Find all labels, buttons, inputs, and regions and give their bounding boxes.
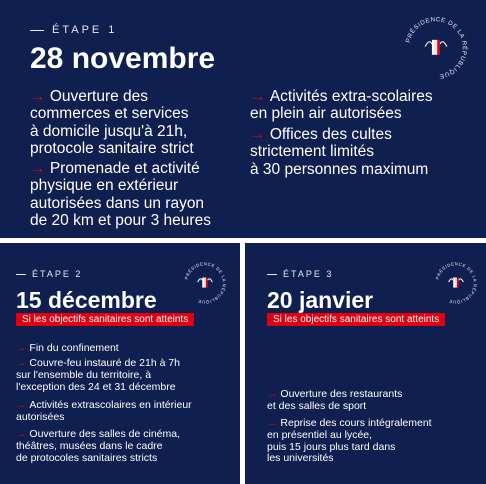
list-item — [16, 429, 180, 464]
item-line — [250, 161, 428, 178]
item-line — [30, 105, 194, 122]
svg-text:PRÉSIDENCE DE LA RÉPUBLIQUE: PRÉSIDENCE DE LA RÉPUBLIQUE — [183, 261, 227, 305]
arrow-right-icon: → — [16, 357, 30, 369]
arrow-right-icon: → — [30, 88, 50, 105]
item-line — [250, 126, 428, 143]
arrow-right-icon: → — [16, 342, 30, 354]
item-text: Ouverture des salles de cinéma, — [29, 428, 180, 440]
item-line — [30, 212, 211, 229]
step-1-panel — [0, 0, 486, 238]
list-item — [30, 160, 211, 229]
svg-text:PRÉSIDENCE DE LA RÉPUBLIQUE: PRÉSIDENCE DE LA RÉPUBLIQUE — [434, 261, 478, 305]
elysee-seal-icon — [402, 14, 470, 82]
item-text: en plein air autorisées — [250, 105, 402, 123]
list-item — [267, 418, 432, 465]
step-3-panel — [245, 243, 486, 484]
item-text: Ouverture des — [49, 88, 149, 105]
item-text: physique en extérieur — [30, 177, 179, 195]
item-line — [250, 88, 433, 105]
item-text: sur l'ensemble du territoire, à — [16, 368, 152, 381]
condition-badge: Si les objectifs sanitaires sont atteints — [16, 313, 194, 326]
emblem-icon — [198, 277, 213, 287]
item-text: et des salles de sport — [267, 399, 367, 412]
stage-text: ÉTAPE 1 — [52, 24, 118, 36]
arrow-right-icon: → — [16, 399, 30, 411]
arrow-right-icon: → — [267, 388, 281, 400]
list-item — [16, 400, 192, 424]
arrow-right-icon: → — [250, 88, 270, 105]
list-item — [16, 358, 180, 393]
item-text: les universités — [267, 452, 334, 465]
item-line — [250, 143, 428, 160]
item-text: autorisées — [16, 410, 65, 423]
arrow-right-icon: → — [250, 126, 270, 143]
item-text: strictement limités — [250, 143, 375, 161]
item-line — [30, 123, 194, 140]
item-text: puis 15 jours plus tard dans — [267, 440, 396, 453]
item-text: de protocoles sanitaires stricts — [16, 451, 158, 464]
item-text: Activités extra-scolaires — [269, 88, 433, 105]
seal-svg — [402, 14, 470, 82]
item-text: Reprise des cours intégralement — [280, 417, 432, 429]
svg-text:PRÉSIDENCE DE LA RÉPUBLIQUE: PRÉSIDENCE DE LA RÉPUBLIQUE — [404, 16, 468, 80]
elysee-seal-icon — [433, 260, 479, 306]
seal-svg — [182, 260, 228, 306]
arrow-right-icon: → — [267, 417, 281, 429]
item-text: Activités extrascolaires en intérieur — [29, 399, 192, 411]
item-text: théâtres, musées dans le cadre — [16, 439, 163, 452]
item-line — [16, 382, 180, 394]
item-text: Fin du confinement — [29, 342, 119, 354]
item-text: autorisées dans un rayon — [30, 194, 205, 212]
list-item — [250, 88, 433, 123]
item-line — [16, 453, 180, 465]
item-line — [30, 140, 194, 157]
arrow-right-icon: → — [16, 428, 30, 440]
item-text: commerces et services — [30, 105, 189, 123]
stage-label — [30, 24, 117, 36]
stage-text: ÉTAPE 3 — [283, 269, 334, 279]
list-item — [267, 389, 402, 413]
stage-label — [267, 269, 333, 279]
dash-decoration — [16, 274, 26, 275]
item-line — [16, 412, 192, 424]
item-text: protocole sanitaire strict — [30, 140, 194, 158]
dash-decoration — [267, 274, 277, 275]
item-line — [30, 195, 211, 212]
item-text: en présentiel au lycée, — [267, 428, 373, 441]
item-line — [30, 88, 194, 105]
item-line — [267, 401, 402, 413]
list-item — [30, 88, 194, 157]
step-2-panel — [0, 243, 240, 484]
item-text: Ouverture des restaurants — [280, 388, 403, 400]
emblem-icon — [449, 277, 464, 287]
condition-badge: Si les objectifs sanitaires sont atteints — [267, 313, 445, 326]
item-line — [250, 105, 433, 122]
step-date: 20 janvier — [267, 287, 374, 313]
item-line — [267, 453, 432, 465]
list-item — [16, 343, 119, 355]
elysee-seal-icon — [182, 260, 228, 306]
item-line — [30, 177, 211, 194]
item-text: Offices des cultes — [269, 126, 392, 143]
item-text: Promenade et activité — [49, 160, 200, 177]
item-line — [30, 160, 211, 177]
item-text: Couvre-feu instauré de 21h à 7h — [29, 357, 181, 369]
item-text: de 20 km et pour 3 heures — [30, 212, 211, 230]
step-date: 28 novembre — [30, 42, 216, 75]
step-date: 15 décembre — [16, 287, 157, 313]
dash-decoration — [30, 30, 44, 31]
item-text: à 30 personnes maximum — [250, 160, 429, 178]
stage-label — [16, 269, 82, 279]
stage-text: ÉTAPE 2 — [32, 269, 83, 279]
item-text: à domicile jusqu'à 21h, — [30, 122, 188, 140]
seal-svg — [433, 260, 479, 306]
list-item — [250, 126, 428, 178]
item-line — [16, 343, 119, 355]
emblem-icon — [425, 40, 447, 55]
arrow-right-icon: → — [30, 160, 50, 177]
item-text: l'exception des 24 et 31 décembre — [16, 380, 176, 393]
